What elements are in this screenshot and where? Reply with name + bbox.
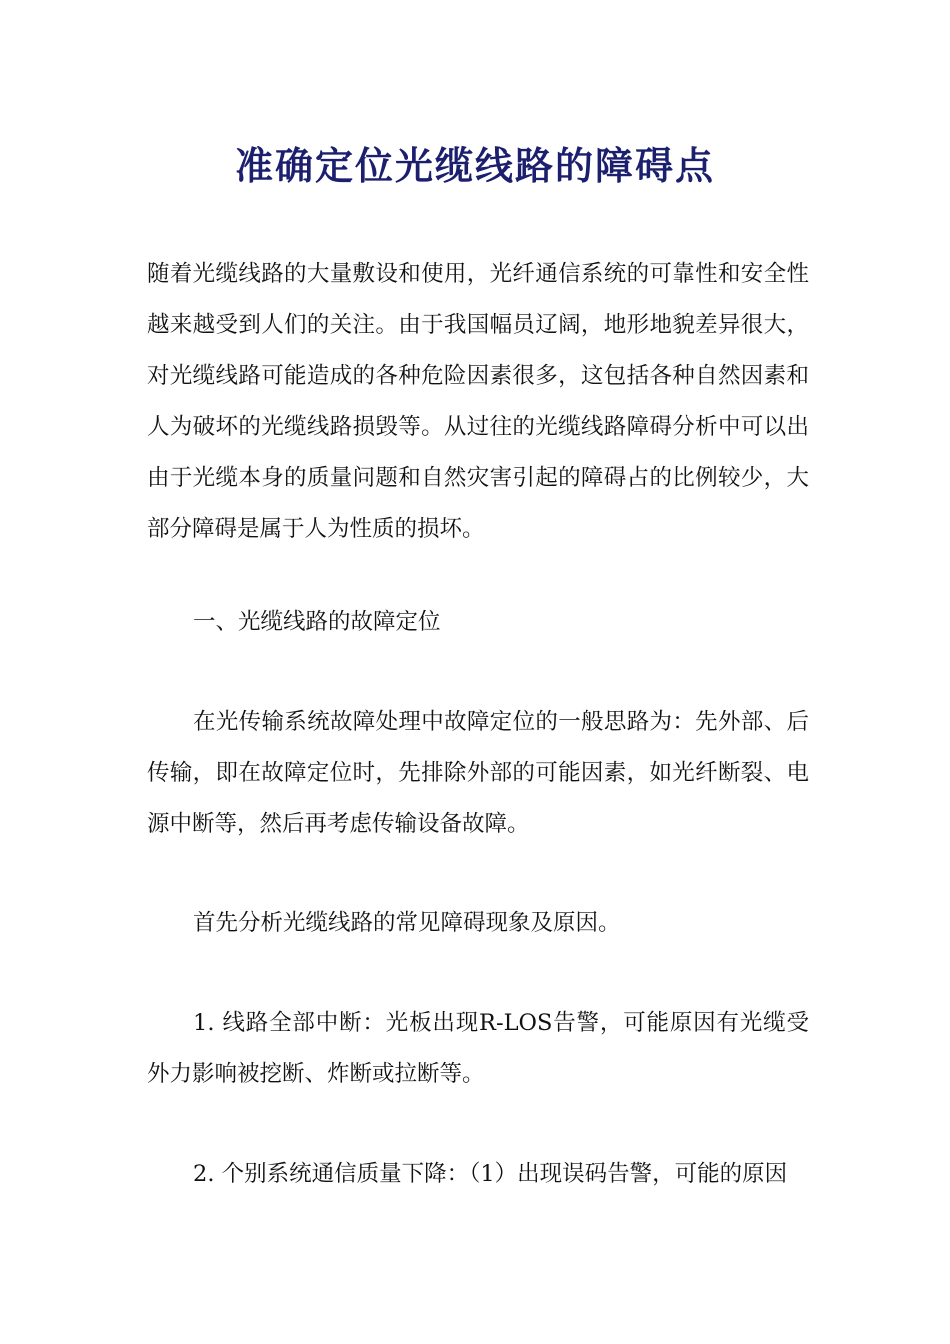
paragraph-intro: 随着光缆线路的大量敷设和使用，光纤通信系统的可靠性和安全性越来越受到人们的关注。由于我国幅员辽阔，地形地貌差异很大，对光缆线路可能造成的各种危险因素很多，这包括各种自然因素和人为破坏的光缆线路损毁等。从过往的光缆线路障碍分析中可以出由于光缆本身的质量问题和自然灾害引起的障碍占的比例较少，大部分障碍是属于人为性质的损坏。 xyxy=(147,261,809,542)
document-title: 准确定位光缆线路的障碍点 xyxy=(234,143,715,188)
paragraph-fault-location: 在光传输系统故障处理中故障定位的一般思路为：先外部、后传输，即在故障定位时，先排除外部的可能因素，如光纤断裂、电源中断等，然后再考虑传输设备故障。 xyxy=(147,709,809,837)
list-item-1: 1. 线路全部中断：光板出现R-LOS告警，可能原因有光缆受外力影响被挖断、炸断或拉断等。 xyxy=(147,1010,809,1087)
section-heading: 一、光缆线路的故障定位 xyxy=(193,609,441,635)
list-item-2: 2. 个别系统通信质量下降：（1）出现误码告警，可能的原因 xyxy=(193,1161,788,1187)
paragraph-analysis: 首先分析光缆线路的常见障碍现象及原因。 xyxy=(193,910,621,936)
